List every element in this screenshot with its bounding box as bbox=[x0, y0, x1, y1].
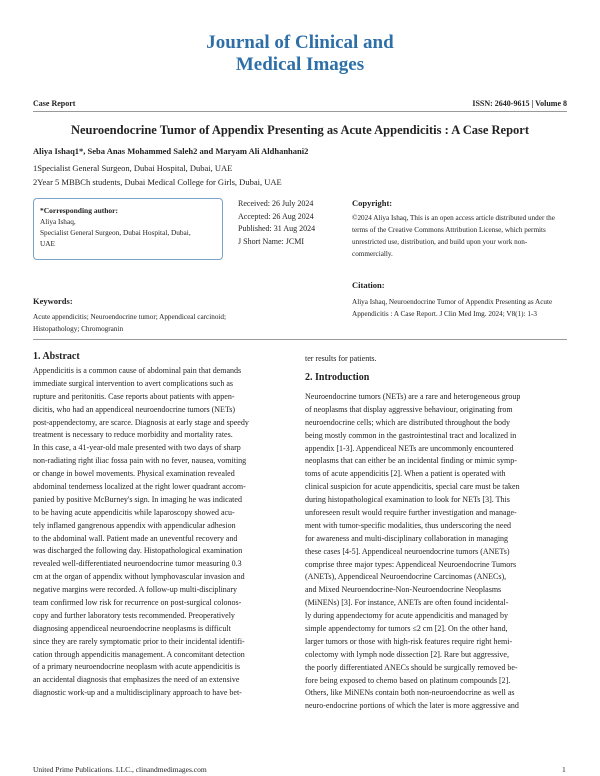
text-line: colectomy with lymph node dissection [2]. Rare but aggressive, bbox=[305, 649, 509, 659]
text-line: diagnostic work-up and a multidisciplinary approach to have bet- bbox=[33, 688, 242, 698]
text-line: negative margins were recorded. A follow-up multi-disciplinary bbox=[33, 585, 238, 595]
text-line: Appendicitis is a common cause of abdominal pain that demands bbox=[33, 366, 242, 375]
text-line: the poorly differentiated ANECs should be surgically removed be- bbox=[305, 662, 518, 672]
text-line: larger tumors or those with high-risk features require right hemi- bbox=[305, 636, 513, 646]
keywords-text: Acute appendicitis; Neuroendocrine tumor; Appendiceal carcinoid; Histopathology; Chromogranin bbox=[33, 313, 226, 333]
text-line: to be having acute appendicitis while laparoscopy showed acu- bbox=[33, 507, 235, 517]
journal-title-line1: Journal of Clinical and bbox=[206, 32, 394, 53]
text-line: toms of acute appendicitis [2]. When a patient is operated with bbox=[305, 469, 506, 479]
journal-short-name: J Short Name: JCMI bbox=[238, 236, 304, 246]
abstract-body bbox=[33, 365, 295, 700]
text-line: revealed well-differentiated neuroendocrine tumor measuring 0.3 bbox=[33, 559, 242, 569]
authors: Aliya Ishaq1*, Seba Anas Mohammed Saleh2 and Maryam Ali Aldhanhani2 bbox=[33, 146, 309, 156]
text-line: of a primary neuroendocrine neoplasm with acute appendicitis is bbox=[33, 662, 241, 672]
text-line: dicitis, who had an appendiceal neuroendocrine tumors (NETs) bbox=[33, 404, 236, 414]
keywords-heading: Keywords: bbox=[33, 296, 73, 306]
introduction-heading: 2. Introduction bbox=[305, 372, 370, 383]
copyright-heading: Copyright: bbox=[352, 198, 393, 208]
text-line: Neuroendocrine tumors (NETs) are a rare and heterogeneous group bbox=[305, 392, 521, 401]
publisher-footer: United Prime Publications. LLC., clinandmedimages.com bbox=[33, 765, 207, 774]
text-line: an accidental diagnosis that emphasizes the need of an extensive bbox=[33, 675, 240, 685]
text-line: panied by positive McBurney's sign. In imaging he was indicated bbox=[33, 494, 242, 504]
text-line: appendix [1-3]. Appendiceal NETs are uncommonly encountered bbox=[305, 443, 514, 453]
text-line: ment with tumor-specific modalities, thus underscoring the need bbox=[305, 520, 512, 530]
issn-volume: ISSN: 2640-9615 | Volume 8 bbox=[472, 99, 567, 108]
text-line: abdominal tenderness localized at the right lower quadrant accom- bbox=[33, 482, 246, 492]
text-line: of neoplasms that display aggressive behaviour, originating from bbox=[305, 404, 513, 414]
text-line: ly during appendectomy for acute appendicitis and managed by bbox=[305, 611, 509, 621]
copyright-text: ©2024 Aliya Ishaq, This is an open access article distributed under the terms of the Creative Commons Attribution License, which permits unrestricted use, distribution, and build upon your work non-commercially. bbox=[352, 214, 555, 258]
text-line: being mostly common in the gastrointestinal tract and localized in bbox=[305, 430, 517, 440]
text-line: immediate surgical intervention to avert complications such as bbox=[33, 378, 234, 388]
text-line: cation through appendicitis management. A concomitant detection bbox=[33, 649, 245, 659]
header-rule bbox=[33, 111, 567, 112]
text-line: tely inflamed gangrenous appendix with appendicular adhesion bbox=[33, 520, 236, 530]
abstract-continuation: ter results for patients. bbox=[305, 354, 377, 363]
article-title: Neuroendocrine Tumor of Appendix Presenting as Acute Appendicitis : A Case Report bbox=[70, 123, 530, 137]
corresponding-heading: *Corresponding author: bbox=[40, 206, 118, 215]
text-line: diagnosing appendiceal neuroendocrine neoplasms is difficult bbox=[33, 623, 231, 633]
text-line: copy and further laboratory tests recommended. Preoperatively bbox=[33, 610, 235, 620]
affiliation-1: 1Specialist General Surgeon, Dubai Hospital, Dubai, UAE bbox=[33, 163, 233, 173]
text-line: comprise three major types: Appendiceal Neuroendocrine Tumors bbox=[305, 559, 517, 569]
text-line: neoplasms that can either be an incidental finding or mimic symp- bbox=[305, 456, 517, 466]
citation-heading: Citation: bbox=[352, 280, 385, 290]
text-line: Others, like MiNENs contain both non-neuroendocrine as well as bbox=[305, 688, 515, 698]
affiliation-2: 2Year 5 MBBCh students, Dubai Medical College for Girls, Dubai, UAE bbox=[33, 177, 282, 187]
text-line: In this case, a 41-year-old male presented with two days of sharp bbox=[33, 443, 241, 453]
corresponding-line: Specialist General Surgeon, Dubai Hospital, Dubai, bbox=[40, 228, 191, 237]
text-line: fore being exposed to chemo based on platinum compounds [2]. bbox=[305, 675, 511, 685]
abstract-heading: 1. Abstract bbox=[33, 351, 80, 362]
article-dates bbox=[238, 198, 315, 248]
text-line: clinical suspicion for acute appendicitis, special care must be taken bbox=[305, 482, 520, 492]
text-line: neuro-endocrine portions of which the later is more aggressive and bbox=[305, 701, 519, 711]
text-line: during histopathological examination to look for NETs [3]. This bbox=[305, 495, 510, 505]
date-accepted: Accepted: 26 Aug 2024 bbox=[238, 211, 314, 221]
text-line: non-radiating right iliac fossa pain with no fever, nausea, vomiting bbox=[33, 456, 247, 466]
text-line: or change in bowel movements. Physical examination revealed bbox=[33, 469, 235, 479]
introduction-body bbox=[305, 391, 567, 713]
text-line: unforeseen result would require further investigation and manage- bbox=[305, 508, 517, 518]
text-line: since they are rarely symptomatic prior to their incidental identifi- bbox=[33, 636, 245, 646]
journal-title bbox=[0, 32, 600, 76]
text-line: treatment is necessary to reduce morbidity and mortality rates. bbox=[33, 430, 233, 440]
corresponding-author-box bbox=[33, 198, 223, 260]
corresponding-line: UAE bbox=[40, 239, 55, 248]
section-rule bbox=[33, 339, 567, 340]
text-line: for awareness and multi-disciplinary collaboration in managing bbox=[305, 533, 509, 543]
text-line: neuroendocrine cells; which are distributed throughout the body bbox=[305, 417, 511, 427]
date-received: Received: 26 July 2024 bbox=[238, 199, 314, 208]
text-line: (MiNENs) [3]. For instance, ANETs are often found incidental- bbox=[305, 598, 509, 608]
text-line: (ANETs), Appendiceal Neuroendocrine Carcinomas (ANECs), bbox=[305, 572, 507, 582]
date-published: Published: 31 Aug 2024 bbox=[238, 224, 316, 233]
text-line: rupture and peritonitis. Case reports about patients with appen- bbox=[33, 391, 235, 401]
text-line: team confirmed low risk for recurrence on post-surgical colonos- bbox=[33, 598, 242, 608]
journal-title-line2: Medical Images bbox=[235, 54, 365, 75]
text-line: to the abdominal wall. Patient made an uneventful recovery and bbox=[33, 533, 238, 543]
text-line: cm at the organ of appendix without lymphovascular invasion and bbox=[33, 572, 245, 582]
text-line: was discharged the following day. Histopathological examination bbox=[33, 546, 243, 556]
citation-text: Aliya Ishaq, Neuroendocrine Tumor of Appendix Presenting as Acute Appendicitis : A Case Report. J Clin Med Img. 2024; V8(1): 1-3 bbox=[352, 298, 553, 318]
corresponding-line: Aliya Ishaq, bbox=[40, 217, 76, 226]
text-line: and Mixed Neuroendocrine-Non-Neuroendocrine Neoplasms bbox=[305, 585, 502, 595]
text-line: simple appendectomy for tumors ≤2 cm [2]. On the other hand, bbox=[305, 624, 508, 634]
article-type: Case Report bbox=[33, 99, 76, 108]
text-line: these cases [4-5]. Appendiceal neuroendocrine tumors (ANETs) bbox=[305, 546, 510, 556]
page-number: 1 bbox=[562, 765, 566, 774]
text-line: post-appendectomy, are scarce. Diagnosis at early stage and speedy bbox=[33, 417, 249, 427]
